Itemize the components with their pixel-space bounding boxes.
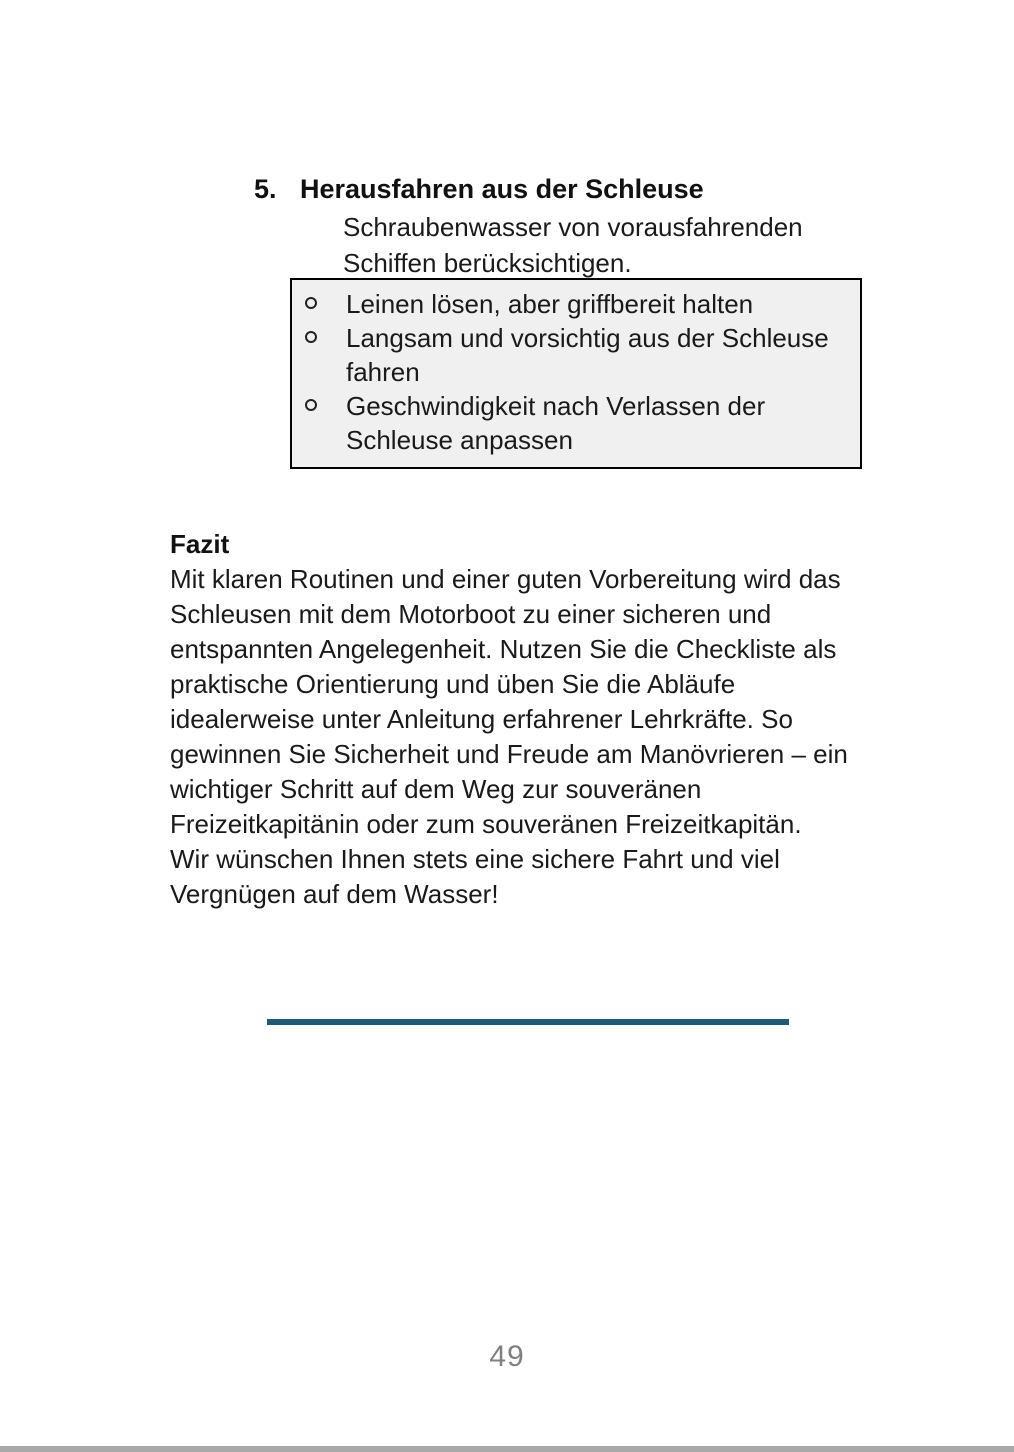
section-title: Herausfahren aus der Schleuse (300, 174, 704, 204)
fazit-section (170, 527, 862, 912)
fazit-heading: Fazit (170, 529, 230, 559)
section-number: 5. (254, 174, 277, 204)
page-number: 49 (489, 1340, 525, 1373)
checklist-item (305, 287, 846, 321)
bottom-bar (0, 1446, 1014, 1452)
fazit-paragraph: Mit klaren Routinen und einer guten Vorbereitung wird das Schleusen mit dem Motorboot zu einer sicheren und entspannten Angelegenheit. Nutzen Sie die Checkliste als praktische Orientierung und üben Sie die Abläufe idealerweise unter Anleitung erfahrener Lehrkräfte. So gewinnen Sie Sicherheit und Freude am Manövrieren – ein wichtiger Schritt auf dem Weg zur souveränen Freizeitkapitänin oder zum souveränen Freizeitkapitän. (170, 564, 848, 839)
checklist-item-text: Geschwindigkeit nach Verlassen der Schleuse anpassen (346, 391, 766, 455)
fazit-closing: Wir wünschen Ihnen stets eine sichere Fahrt und viel Vergnügen auf dem Wasser! (170, 844, 780, 909)
circle-bullet-icon (305, 297, 317, 309)
section-subtitle: Schraubenwasser von vorausfahrenden Schiffen berücksichtigen. (343, 212, 803, 278)
checklist-item (305, 321, 846, 389)
checklist (305, 287, 846, 457)
checklist-box (290, 278, 862, 469)
checklist-item (305, 389, 846, 457)
checklist-item-text: Leinen lösen, aber griffbereit halten (346, 289, 754, 319)
circle-bullet-icon (305, 331, 317, 343)
checklist-item-text: Langsam und vorsichtig aus der Schleuse fahren (346, 323, 829, 387)
circle-bullet-icon (305, 399, 317, 411)
section-heading (254, 172, 704, 206)
section-divider (267, 1019, 789, 1025)
